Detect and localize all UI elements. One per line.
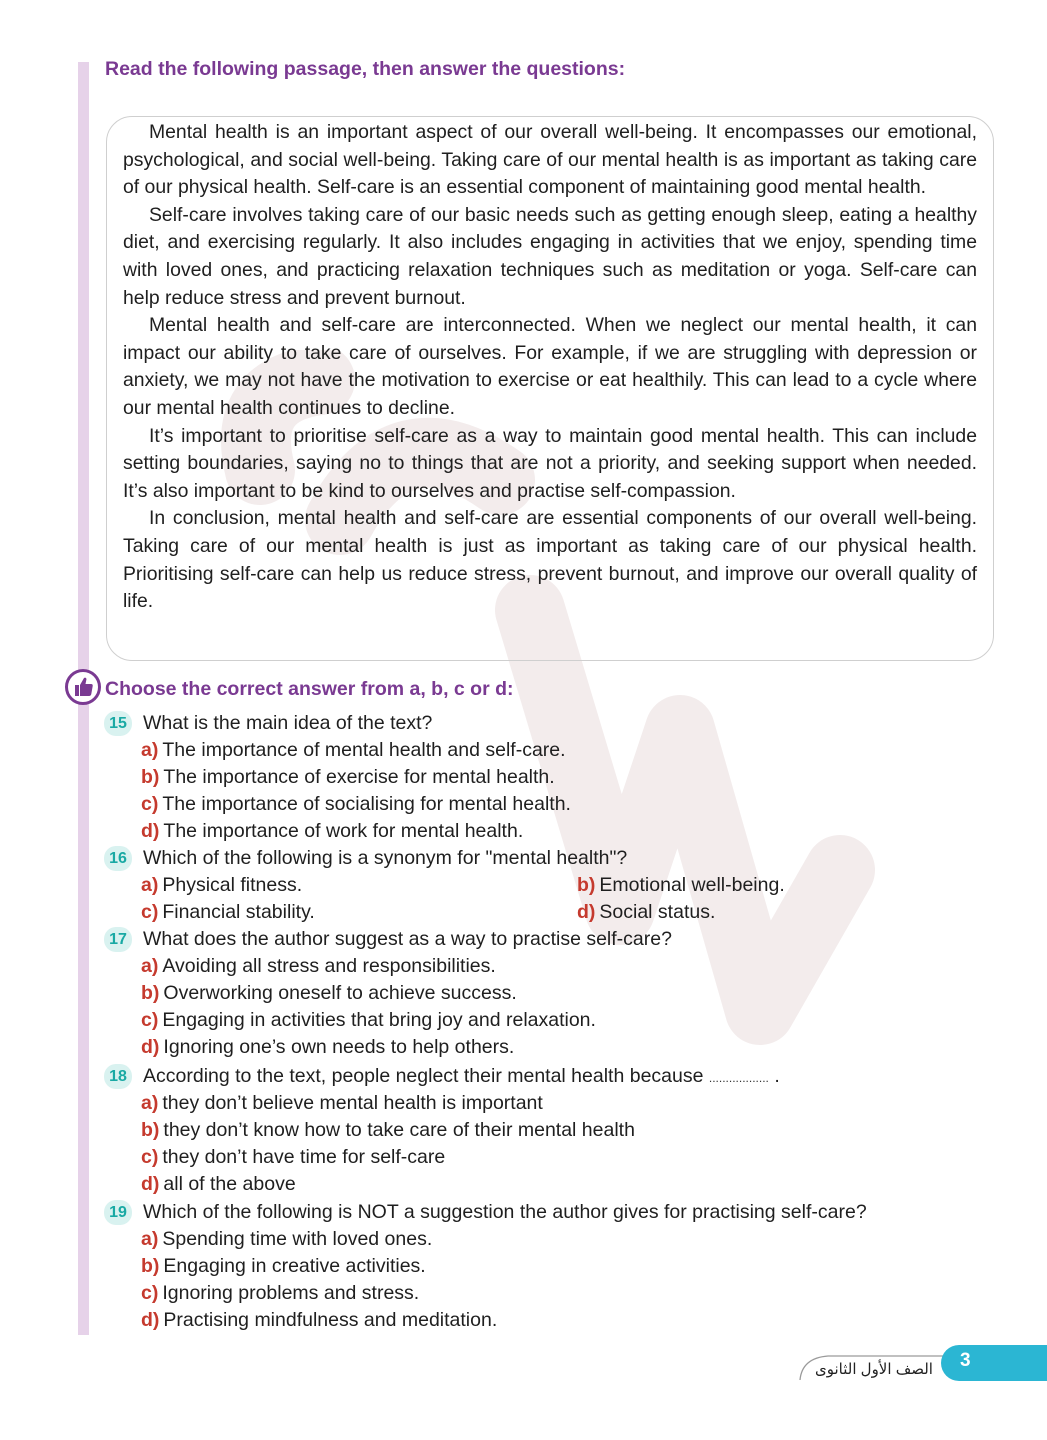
passage-paragraph-5: In conclusion, mental health and self-care are essential components of our overall well-being. Taking care of our mental health is just as important as taking care of our physical health. Prioritising self-care can help us reduce stress, prevent burnout, and improve our overall quality of life. [123,507,977,613]
reading-passage [106,116,994,661]
option-letter: a) [141,955,159,977]
answer-option[interactable] [104,1253,984,1280]
option-text: Engaging in creative activities. [163,1255,426,1277]
answer-option[interactable] [104,818,984,845]
passage-paragraph-1: Mental health is an important aspect of our overall well-being. It encompasses our emotional, psychological, and social well-being. Taking care of our mental health is as important as taking care of our physical health. Self-care is an essential component of maintaining good mental health. [123,121,977,199]
question-17 [104,926,984,953]
option-letter: d) [141,1309,160,1331]
option-text: Avoiding all stress and responsibilities. [162,955,496,977]
answer-option[interactable] [104,1280,984,1307]
question-15 [104,710,984,737]
answer-option[interactable] [104,791,984,818]
answer-option-row [104,899,984,926]
question-text: What does the author suggest as a way to practise self-care? [143,928,672,950]
answer-option[interactable] [104,1307,984,1334]
option-letter: a) [141,874,159,896]
option-letter: c) [141,901,159,923]
option-text: Overworking oneself to achieve success. [163,982,517,1004]
option-letter: d) [141,1036,160,1058]
option-text: Ignoring problems and stress. [162,1282,420,1304]
option-letter: a) [141,1092,159,1114]
option-letter: d) [141,820,160,842]
task-heading: Choose the correct answer from a, b, c or d: [105,678,514,700]
answer-option-row [104,872,984,899]
option-letter: b) [141,982,160,1004]
option-letter: d) [577,901,596,923]
question-number: 15 [104,711,132,736]
option-letter: c) [141,1282,159,1304]
answer-option[interactable] [104,737,984,764]
page-number: 3 [960,1350,971,1371]
question-number: 18 [104,1064,132,1089]
option-text: The importance of exercise for mental health. [163,766,555,788]
answer-option[interactable] [141,872,302,899]
option-letter: b) [141,1119,160,1141]
option-text: Engaging in activities that bring joy and relaxation. [162,1009,596,1031]
passage-paragraph-2: Self-care involves taking care of our basic needs such as getting enough sleep, eating a healthy diet, and exercising regularly. It also includes engaging in activities that we enjoy, spending time with loved ones, and practicing relaxation techniques such as meditation or yoga. Self-care can help reduce stress and prevent burnout. [123,203,977,309]
thumbs-up-icon [64,668,102,706]
option-letter: c) [141,793,159,815]
question-16 [104,845,984,872]
option-text: Spending time with loved ones. [162,1228,433,1250]
answer-option[interactable] [104,1090,984,1117]
question-19 [104,1199,984,1226]
answer-option[interactable] [104,953,984,980]
option-letter: a) [141,1228,159,1250]
option-letter: b) [141,766,160,788]
question-text: What is the main idea of the text? [143,712,433,734]
option-letter: c) [141,1009,159,1031]
option-letter: b) [141,1255,160,1277]
option-text: they don’t believe mental health is important [162,1092,543,1114]
option-text: Financial stability. [162,901,315,923]
option-text: all of the above [163,1173,296,1195]
option-letter: a) [141,739,159,761]
answer-option[interactable] [577,872,785,899]
passage-paragraph-3: Mental health and self-care are interconnected. When we neglect our mental health, it can impact our ability to take care of ourselves. For example, if we are struggling with depression or anxiety, we may not have the motivation to exercise or eat healthily. This can lead to a cycle where our mental health continues to decline. [123,314,977,419]
answer-option[interactable] [104,1007,984,1034]
passage-paragraph-4: It’s important to prioritise self-care as a way to maintain good mental health. This can include setting boundaries, saying no to things that are not a priority, and seeking support when needed. It’s also important to be kind to ourselves and practise self-compassion. [123,424,977,502]
option-text: Social status. [599,901,716,923]
option-letter: b) [577,874,596,896]
answer-option[interactable] [104,1117,984,1144]
answer-blank: .................. [708,1071,769,1085]
question-end-mark: . [774,1065,780,1087]
question-number: 19 [104,1200,132,1225]
question-text: According to the text, people neglect their mental health because [143,1065,704,1087]
option-text: they don’t know how to take care of their mental health [163,1119,635,1141]
answer-option[interactable] [104,1226,984,1253]
page-number-tab [941,1345,1047,1381]
answer-option[interactable] [104,1034,984,1061]
question-18 [104,1063,984,1090]
answer-option[interactable] [577,899,715,926]
passage-instruction: Read the following passage, then answer the questions: [105,58,626,80]
option-text: The importance of mental health and self-care. [162,739,566,761]
option-text: Practising mindfulness and meditation. [163,1309,498,1331]
option-text: Ignoring one’s own needs to help others. [163,1036,515,1058]
option-text: they don’t have time for self-care [162,1146,446,1168]
option-text: Physical fitness. [162,874,303,896]
question-text: Which of the following is a synonym for "mental health"? [143,847,628,869]
option-text: The importance of work for mental health. [163,820,524,842]
option-letter: d) [141,1173,160,1195]
questions-list [104,710,984,1334]
grade-label: الصف الأول الثانوى [815,1361,933,1378]
answer-option[interactable] [104,1144,984,1171]
answer-option[interactable] [141,899,315,926]
answer-option[interactable] [104,1171,984,1198]
question-number: 17 [104,927,132,952]
option-letter: c) [141,1146,159,1168]
answer-option[interactable] [104,980,984,1007]
question-number: 16 [104,846,132,871]
option-text: Emotional well-being. [599,874,785,896]
question-text: Which of the following is NOT a suggestion the author gives for practising self-care? [143,1201,867,1223]
answer-option[interactable] [104,764,984,791]
option-text: The importance of socialising for mental health. [162,793,571,815]
